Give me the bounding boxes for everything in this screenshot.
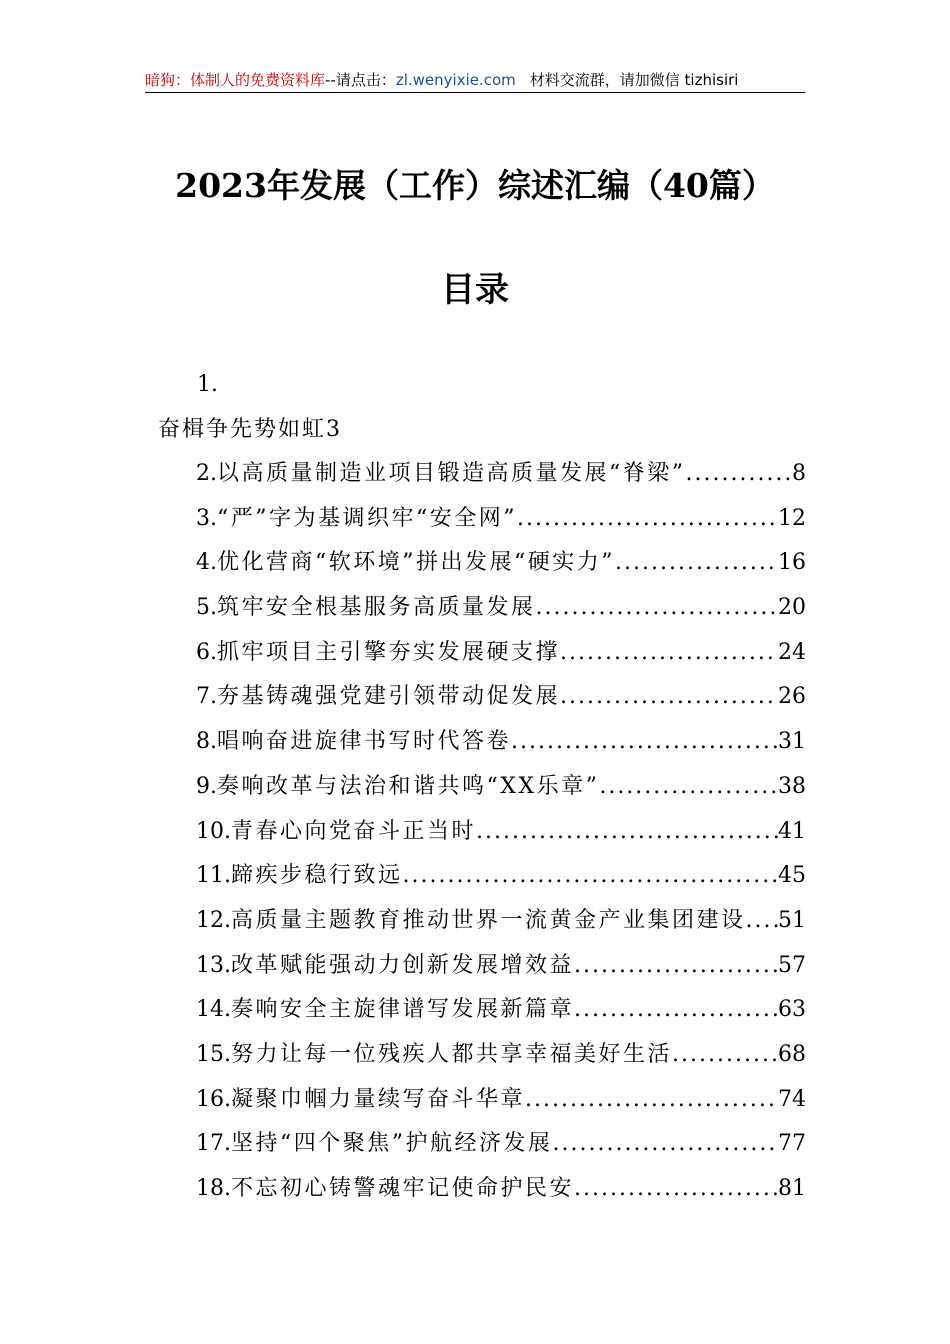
toc-leader-dots: [525, 1086, 778, 1114]
toc-entry-page: 16: [778, 550, 806, 576]
toc-entry-page: 38: [778, 773, 806, 799]
toc-entry[interactable]: [196, 907, 806, 952]
toc-entry[interactable]: [196, 818, 806, 863]
toc-entry-page: 26: [778, 684, 806, 710]
toc-entry-number: 5.: [196, 595, 217, 621]
toc-entry-title: 不忘初心铸警魂牢记使命护民安: [231, 1176, 575, 1201]
toc-entry[interactable]: [196, 728, 806, 773]
toc-leader-dots: [511, 728, 778, 756]
header-prompt: --请点击：: [325, 71, 396, 89]
toc-entry-number: 2.: [196, 461, 217, 486]
toc-entry-title: 以高质量制造业项目锻造高质量发展“脊梁”: [217, 461, 686, 486]
toc-leader-dots: [403, 862, 778, 890]
toc-entry-number: 9.: [196, 773, 217, 799]
toc-entry-title: 抓牢项目主引擎夯实发展硬支撑: [217, 639, 561, 665]
toc-entry-title: “严”字为基调织牢“安全网”: [217, 505, 517, 531]
toc-entry[interactable]: [196, 1175, 806, 1220]
toc-entry-title: 高质量主题教育推动世界一流黄金产业集团建设: [231, 907, 746, 933]
toc-entry-1-number: 1.: [197, 372, 218, 397]
toc-entry-title: 奏响改革与法治和谐共鸣“XX乐章”: [217, 773, 600, 799]
toc-leader-dots: [615, 549, 778, 577]
toc-leader-dots: [536, 594, 778, 622]
toc-leader-dots: [476, 818, 778, 846]
toc-entry-title: 蹄疾步稳行致远: [231, 863, 403, 889]
toc-entry-page: 31: [778, 729, 806, 755]
toc-entry-page: 57: [778, 952, 806, 978]
toc-entry[interactable]: [196, 594, 806, 639]
toc-entry[interactable]: [196, 639, 806, 684]
toc-entry-page: 63: [778, 997, 806, 1023]
toc-entry[interactable]: [196, 683, 806, 728]
toc-leader-dots: [746, 907, 778, 935]
page-header: [145, 70, 805, 93]
toc-entry-number: 17.: [196, 1131, 231, 1157]
toc-entry-page: 68: [778, 1041, 806, 1067]
toc-entry-title: 青春心向党奋斗正当时: [231, 818, 477, 844]
toc-entry-page: 24: [778, 639, 806, 665]
toc-entry-number: 3.: [196, 505, 217, 531]
toc-entry-title: 坚持“四个聚焦”护航经济发展: [231, 1131, 553, 1157]
toc-entry[interactable]: [196, 773, 806, 818]
toc-entry-number: 18.: [196, 1176, 231, 1201]
toc-leader-dots: [686, 460, 793, 488]
toc-entry-title: 奋楫争先势如虹: [158, 417, 327, 442]
toc-entry[interactable]: [196, 505, 806, 550]
header-link[interactable]: zl.wenyixie.com: [395, 71, 516, 89]
toc-leader-dots: [574, 952, 778, 980]
toc-entry-page: 8: [792, 461, 806, 486]
toc-entry-title: 优化营商“软环境”拼出发展“硬实力”: [217, 550, 615, 576]
toc-entry-page: 41: [778, 818, 806, 844]
toc-entry-number: 11.: [196, 863, 231, 889]
toc-leader-dots: [599, 773, 778, 801]
toc-entry-title: 唱响奋进旋律书写时代答卷: [217, 729, 512, 755]
toc-entry-title: 奏响安全主旋律谱写发展新篇章: [231, 997, 575, 1023]
toc-entry-number: 12.: [196, 907, 231, 933]
toc-entry-number: 6.: [196, 639, 217, 665]
toc-entry-page: 12: [778, 505, 806, 531]
toc-entry-number: 16.: [196, 1086, 231, 1112]
toc-entry-page: 45: [778, 863, 806, 889]
toc-entry-number: 7.: [196, 684, 217, 710]
header-wechat-note: 材料交流群，请加微信 tizhisiri: [529, 71, 739, 89]
toc-heading: 目录: [441, 270, 509, 310]
toc-entry-number: 13.: [196, 952, 231, 978]
toc-entry-title: 夯基铸魂强党建引领带动促发展: [217, 684, 561, 710]
toc-entry[interactable]: [196, 460, 806, 505]
toc-entry-title: 努力让每一位残疾人都共享幸福美好生活: [231, 1041, 673, 1067]
toc-leader-dots: [560, 639, 778, 667]
toc-entry-title: 筑牢安全根基服务高质量发展: [217, 595, 536, 621]
toc-entry-number: 15.: [196, 1041, 231, 1067]
toc-entry[interactable]: [196, 1130, 806, 1175]
toc-leader-dots: [553, 1130, 779, 1158]
header-site-name: 暗狗：体制人的免费资料库: [145, 71, 326, 89]
toc-entry-number: 14.: [196, 997, 231, 1023]
toc-leader-dots: [672, 1041, 778, 1069]
toc-leader-dots: [560, 683, 778, 711]
toc-leader-dots: [574, 1175, 778, 1203]
toc-entry-page: 3: [326, 417, 343, 442]
toc-entry-number: 8.: [196, 729, 217, 755]
toc-entry-1[interactable]: [158, 416, 342, 444]
toc-entry-title: 凝聚巾帼力量续写奋斗华章: [231, 1086, 526, 1112]
toc-entry-number: 4.: [196, 550, 217, 576]
toc-entry-page: 77: [778, 1131, 806, 1157]
toc-entry[interactable]: [196, 1086, 806, 1131]
toc-entry-number: 10.: [196, 818, 231, 844]
toc-entry-title: 改革赋能强动力创新发展增效益: [231, 952, 575, 978]
toc-entry[interactable]: [196, 952, 806, 997]
toc-entry[interactable]: [196, 996, 806, 1041]
document-title: 2023年发展（工作）综述汇编（40篇）: [175, 166, 775, 205]
toc-entry-page: 74: [778, 1086, 806, 1112]
toc-entry-page: 51: [778, 907, 806, 933]
toc-entry[interactable]: [196, 862, 806, 907]
table-of-contents: [196, 460, 806, 1220]
toc-entry-page: 81: [778, 1176, 806, 1201]
toc-entry-page: 20: [778, 595, 806, 621]
toc-leader-dots: [574, 996, 778, 1024]
toc-entry[interactable]: [196, 1041, 806, 1086]
toc-leader-dots: [517, 505, 778, 533]
toc-entry[interactable]: [196, 549, 806, 594]
